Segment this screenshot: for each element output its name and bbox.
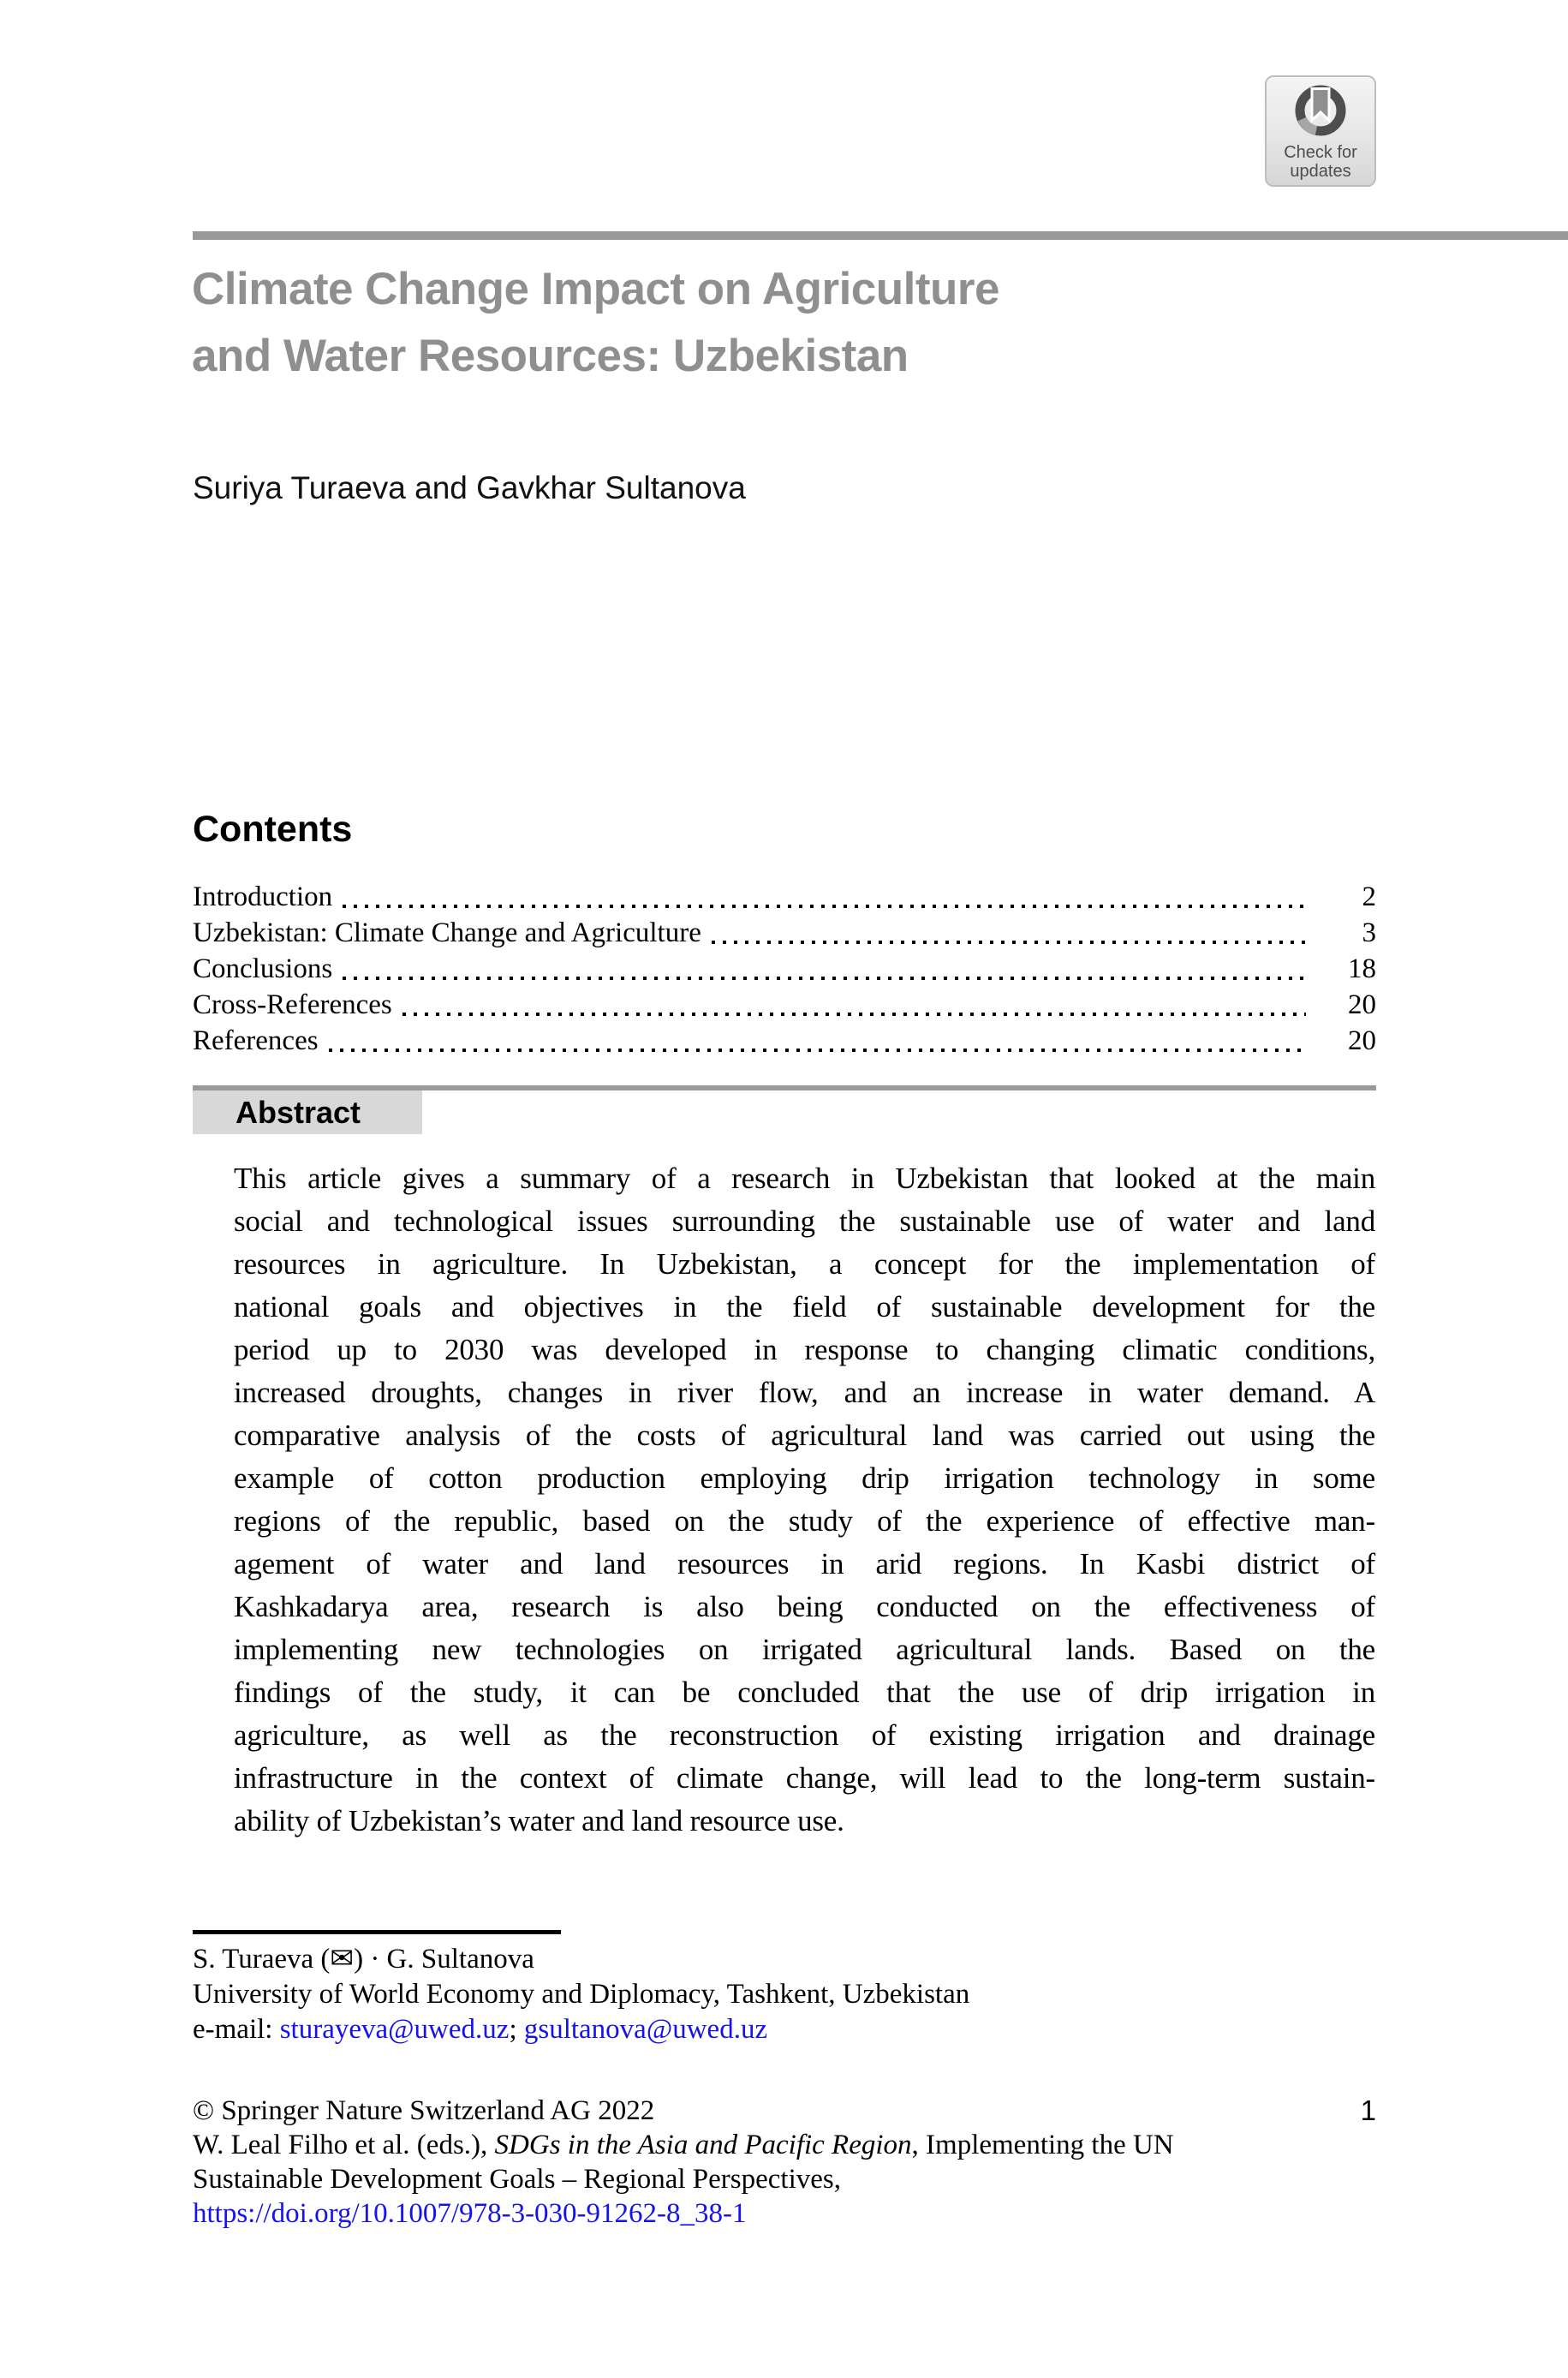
- correspondence-line: S. Turaeva (✉) · G. Sultanova: [193, 1944, 534, 1975]
- abstract-line: Kashkadarya area, research is also being conducted on the effectiveness of: [234, 1590, 1375, 1623]
- toc-label: Introduction: [193, 881, 333, 912]
- email-line: [193, 2012, 1376, 2047]
- check-for-updates-badge[interactable]: [1265, 75, 1376, 187]
- abstract-line: social and technological issues surrounding the sustainable use of water and land: [234, 1204, 1375, 1238]
- abstract-line: regions of the republic, based on the study of the experience of effective man-: [234, 1504, 1375, 1538]
- abstract-label: Abstract: [193, 1090, 422, 1134]
- abstract-line: period up to 2030 was developed in response to changing climatic conditions,: [234, 1333, 1375, 1366]
- dot-leader: [343, 905, 1306, 908]
- toc-label: Uzbekistan: Climate Change and Agriculture: [193, 917, 701, 948]
- imprint-block: [193, 2094, 1376, 2231]
- abstract-line: This article gives a summary of a research in Uzbekistan that looked at the main: [234, 1162, 1375, 1195]
- footnote-block: [193, 1942, 1376, 2047]
- check-updates-label: Check for updates: [1284, 143, 1357, 181]
- toc-entry-introduction[interactable]: [193, 879, 1376, 915]
- chapter-title: [192, 256, 1331, 390]
- toc-page-number: 2: [1362, 881, 1376, 912]
- abstract-line: national goals and objectives in the field of sustainable development for the: [234, 1290, 1375, 1323]
- copyright-row: [193, 2094, 1376, 2128]
- toc-entry-cross-references[interactable]: [193, 987, 1376, 1023]
- toc-entry-references[interactable]: [193, 1023, 1376, 1059]
- dot-leader: [343, 977, 1306, 980]
- abstract-line: resources in agriculture. In Uzbekistan, a concept for the implementation of: [234, 1247, 1375, 1281]
- email-separator: ;: [509, 2014, 524, 2045]
- check-updates-icon: [1293, 83, 1348, 142]
- chapter-title-line-1: Climate Change Impact on Agriculture: [192, 264, 1000, 314]
- toc-page-number: 20: [1348, 989, 1376, 1020]
- table-of-contents: [193, 879, 1376, 1059]
- chapter-title-line-2: and Water Resources: Uzbekistan: [192, 331, 909, 381]
- dot-leader: [402, 1013, 1306, 1016]
- toc-label: References: [193, 1025, 319, 1056]
- abstract-line: example of cotton production employing drip irrigation technology in some: [234, 1461, 1375, 1495]
- editors-prefix: W. Leal Filho et al. (eds.),: [193, 2130, 495, 2160]
- abstract-line: implementing new technologies on irrigated agricultural lands. Based on the: [234, 1633, 1375, 1666]
- email-link-sturayeva[interactable]: sturayeva@uwed.uz: [279, 2014, 510, 2045]
- toc-page-number: 3: [1362, 917, 1376, 948]
- email-label: e-mail:: [193, 2014, 280, 2045]
- toc-label: Cross-References: [193, 989, 392, 1020]
- abstract-line: agement of water and land resources in arid regions. In Kasbi district of: [234, 1547, 1375, 1580]
- abstract-line: findings of the study, it can be concluded that the use of drip irrigation in: [234, 1676, 1375, 1709]
- toc-entry-uzbekistan-climate-change[interactable]: [193, 915, 1376, 951]
- editors-line: [193, 2128, 1376, 2162]
- abstract-line: agriculture, as well as the reconstruction of existing irrigation and drainage: [234, 1718, 1375, 1752]
- toc-label: Conclusions: [193, 953, 333, 984]
- email-link-gsultanova[interactable]: gsultanova@uwed.uz: [523, 2014, 768, 2045]
- footnote-rule: [193, 1930, 561, 1934]
- abstract-line: ability of Uzbekistan’s water and land resource use.: [234, 1804, 844, 1837]
- contents-heading: Contents: [193, 809, 353, 850]
- toc-entry-conclusions[interactable]: [193, 951, 1376, 987]
- series-line: Sustainable Development Goals – Regional Perspectives,: [193, 2164, 842, 2195]
- abstract-line: comparative analysis of the costs of agricultural land was carried out using the: [234, 1419, 1375, 1452]
- book-title: SDGs in the Asia and Pacific Region: [494, 2130, 912, 2160]
- toc-page-number: 20: [1348, 1025, 1376, 1056]
- page-number: 1: [1360, 2094, 1376, 2126]
- abstract-line: infrastructure in the context of climate change, will lead to the long-term sustain-: [234, 1761, 1375, 1795]
- doi-link[interactable]: https://doi.org/10.1007/978-3-030-91262-8_38-1: [193, 2198, 747, 2229]
- abstract-text: [234, 1157, 1375, 1843]
- copyright-line: © Springer Nature Switzerland AG 2022: [193, 2095, 655, 2126]
- authors-line: Suriya Turaeva and Gavkhar Sultanova: [193, 470, 746, 505]
- editors-suffix: , Implementing the UN: [911, 2130, 1174, 2160]
- header-rule: [193, 231, 1568, 240]
- dot-leader: [712, 941, 1306, 944]
- abstract-line: increased droughts, changes in river flow, and an increase in water demand. A: [234, 1376, 1375, 1409]
- affiliation-line: University of World Economy and Diplomacy, Tashkent, Uzbekistan: [193, 1979, 970, 2010]
- toc-page-number: 18: [1348, 953, 1376, 984]
- dot-leader: [329, 1049, 1306, 1052]
